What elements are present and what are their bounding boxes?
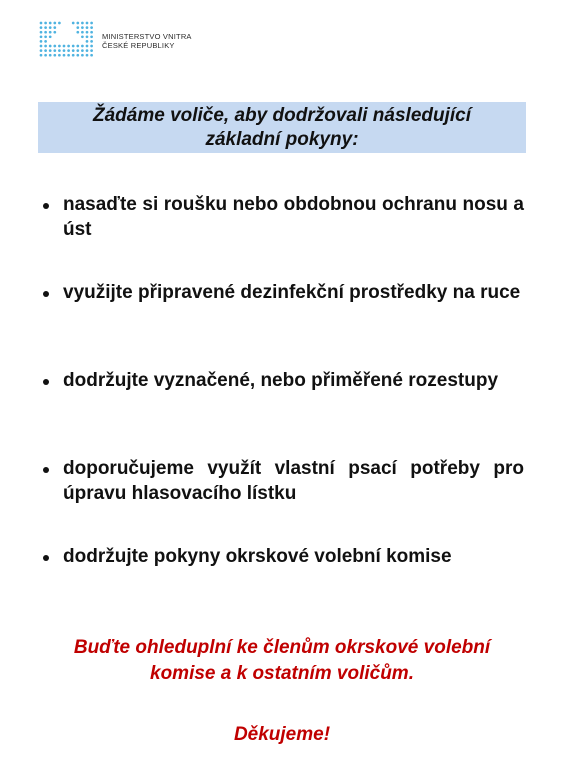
logo-dot <box>81 35 84 38</box>
bullet-icon <box>43 467 49 473</box>
logo-dot <box>90 40 93 43</box>
closing-line2: komise a k ostatním voličům. <box>150 663 414 684</box>
logo-dot <box>81 22 84 25</box>
logo-dot <box>90 22 93 25</box>
logo-dot <box>81 54 84 57</box>
logo-dot <box>44 40 47 43</box>
closing-message <box>38 635 526 687</box>
instruction-item <box>38 280 524 342</box>
instruction-text-line2: nosu a úst <box>63 194 524 240</box>
instructions-banner <box>38 102 526 153</box>
bullet-icon <box>43 379 49 385</box>
logo-dot <box>86 49 89 52</box>
logo-dot <box>90 26 93 29</box>
banner-line2: základní pokyny: <box>205 128 359 150</box>
instruction-item <box>38 456 524 518</box>
logo-dot <box>49 22 52 25</box>
logo-dot <box>81 31 84 34</box>
logo-dot <box>90 54 93 57</box>
ministry-name-line1: MINISTERSTVO VNITRA <box>102 32 192 41</box>
logo-dot <box>58 22 61 25</box>
logo-dot <box>86 22 89 25</box>
instruction-text-line1: dodržujte pokyny okrskové volební komise <box>63 546 452 567</box>
logo-dot <box>81 45 84 48</box>
logo-dot <box>67 49 70 52</box>
logo-dot <box>53 45 56 48</box>
instruction-text-line1: dodržujte vyznačené, nebo přiměřené <box>63 370 403 391</box>
logo-dot <box>72 45 75 48</box>
logo-dot <box>67 45 70 48</box>
logo-dot <box>53 26 56 29</box>
logo-dot <box>44 26 47 29</box>
instruction-item <box>38 192 524 254</box>
instruction-item <box>38 368 524 430</box>
logo-dot <box>63 54 66 57</box>
logo-dot <box>90 35 93 38</box>
logo-dot <box>44 54 47 57</box>
logo-dot <box>44 35 47 38</box>
instruction-text-line1: využijte připravené dezinfekční prostředky <box>63 282 448 303</box>
logo-dot <box>40 35 43 38</box>
logo-dot <box>49 49 52 52</box>
logo-dot <box>76 45 79 48</box>
logo-dot <box>76 22 79 25</box>
logo-dot <box>90 31 93 34</box>
logo-dot <box>72 49 75 52</box>
instruction-text-line2: pro úpravu hlasovacího lístku <box>63 458 524 504</box>
logo-dot <box>40 31 43 34</box>
ministry-name-line2: ČESKÉ REPUBLIKY <box>102 41 175 50</box>
logo-dot <box>44 22 47 25</box>
logo-dot <box>40 40 43 43</box>
closing-line1: Buďte ohleduplní ke členům okrskové volební <box>73 637 491 658</box>
logo-dot <box>49 45 52 48</box>
banner-line1: Žádáme voliče, aby dodržovali následující <box>92 104 471 126</box>
ministry-logo-icon <box>38 20 96 62</box>
logo-dot <box>86 26 89 29</box>
logo-dot <box>49 31 52 34</box>
logo-dot <box>44 45 47 48</box>
bullet-icon <box>43 291 49 297</box>
bullet-icon <box>43 203 49 209</box>
ministry-name <box>102 32 192 50</box>
logo-dot <box>53 22 56 25</box>
logo-dot <box>40 26 43 29</box>
instruction-text-line1: doporučujeme využít vlastní psací potřeby <box>63 458 480 479</box>
logo-dot <box>63 49 66 52</box>
logo-dot <box>86 31 89 34</box>
logo-dot <box>44 49 47 52</box>
logo-dot <box>53 31 56 34</box>
logo-dot <box>67 54 70 57</box>
instruction-text-line2: na ruce <box>452 282 521 303</box>
banner-heading <box>93 104 471 152</box>
logo-dot <box>53 49 56 52</box>
logo-dot <box>40 45 43 48</box>
logo-dot <box>90 45 93 48</box>
logo-dot <box>40 54 43 57</box>
instruction-item <box>38 544 524 606</box>
logo-dot <box>58 49 61 52</box>
logo-dot <box>76 54 79 57</box>
logo-dot <box>86 54 89 57</box>
ministry-logo <box>38 20 192 62</box>
logo-dot <box>76 26 79 29</box>
logo-dot <box>53 54 56 57</box>
logo-dot <box>86 45 89 48</box>
logo-dot <box>40 22 43 25</box>
logo-dot <box>44 31 47 34</box>
logo-dot <box>81 49 84 52</box>
logo-dot <box>63 45 66 48</box>
logo-dot <box>40 49 43 52</box>
instruction-text-line2: rozestupy <box>408 370 499 391</box>
logo-dot <box>76 49 79 52</box>
logo-dot <box>49 35 52 38</box>
logo-dot <box>58 54 61 57</box>
instruction-text-line1: nasaďte si roušku nebo obdobnou ochranu <box>63 194 457 215</box>
instruction-list <box>38 192 524 632</box>
logo-dot <box>90 49 93 52</box>
logo-dot <box>76 31 79 34</box>
logo-dot <box>81 26 84 29</box>
logo-dot <box>49 26 52 29</box>
logo-dot <box>72 22 75 25</box>
logo-dot <box>49 54 52 57</box>
thank-you-text: Děkujeme! <box>233 724 331 745</box>
logo-dot <box>72 54 75 57</box>
bullet-icon <box>43 555 49 561</box>
logo-dot <box>58 45 61 48</box>
logo-dot <box>86 40 89 43</box>
logo-dot <box>86 35 89 38</box>
